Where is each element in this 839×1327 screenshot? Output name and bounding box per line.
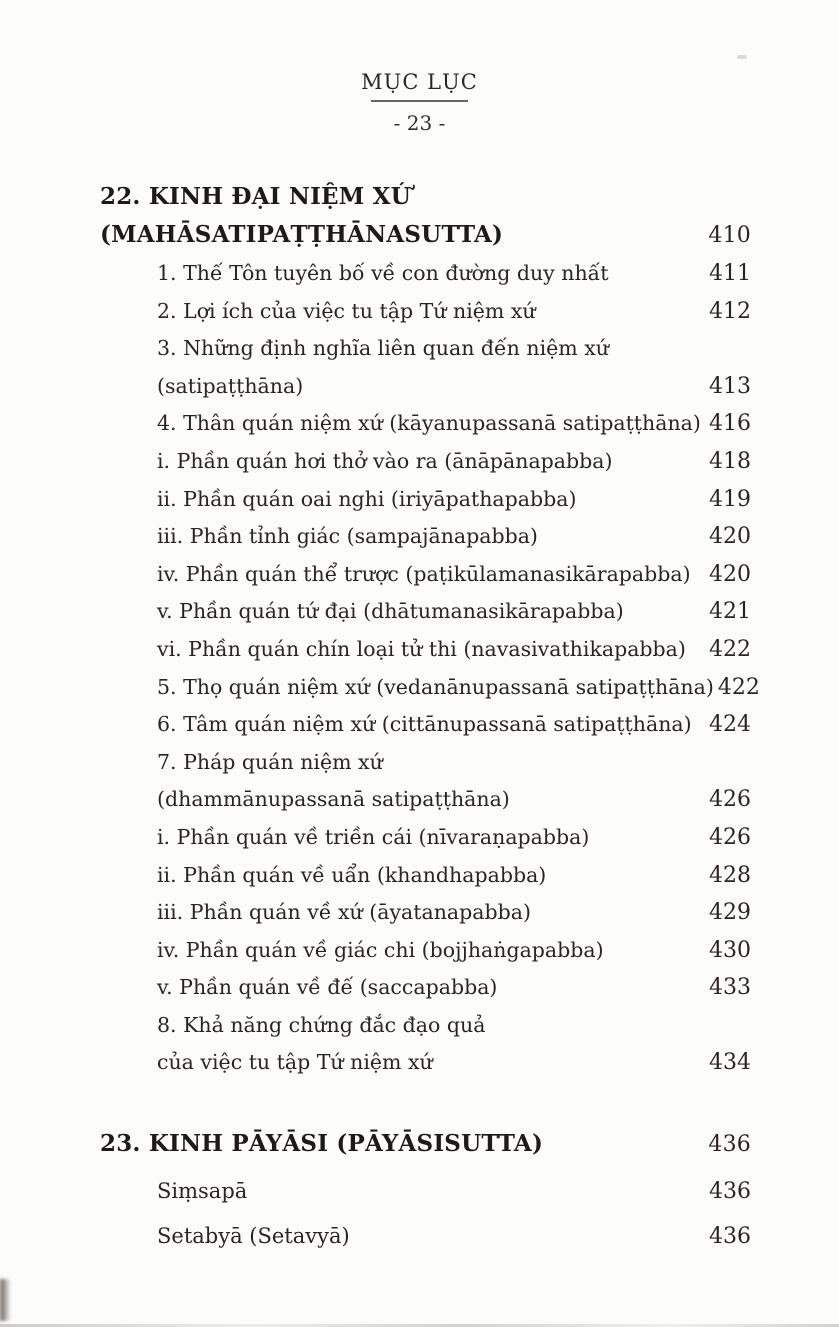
toc-entry-page: 433 bbox=[709, 975, 751, 1001]
toc-row bbox=[100, 744, 751, 782]
toc-entry-page: 420 bbox=[709, 561, 751, 587]
toc-row bbox=[100, 255, 751, 293]
toc-row bbox=[100, 556, 751, 594]
toc-row bbox=[100, 1007, 751, 1045]
toc-row bbox=[100, 857, 751, 895]
toc-entry-page: 426 bbox=[709, 787, 751, 813]
toc-entry-label: 8. Khả năng chứng đắc đạo quả bbox=[157, 1012, 486, 1037]
toc-entry-page: 420 bbox=[709, 524, 751, 550]
toc-entry-label: (MAHĀSATIPAṬṬHĀNASUTTA) bbox=[100, 221, 504, 248]
toc-entry-label: 2. Lợi ích của việc tu tập Tứ niệm xứ bbox=[157, 298, 536, 323]
toc-entry-label: 7. Pháp quán niệm xứ bbox=[157, 749, 383, 774]
toc-row bbox=[100, 1214, 751, 1259]
toc-entry-page: 421 bbox=[709, 599, 751, 625]
toc-row bbox=[100, 481, 751, 519]
toc-row bbox=[100, 443, 751, 481]
toc-row bbox=[100, 969, 751, 1007]
toc bbox=[100, 178, 760, 1259]
toc-entry-label: i. Phần quán về triền cái (nīvaraṇapabba) bbox=[157, 824, 590, 849]
toc-row bbox=[100, 293, 751, 331]
toc-row bbox=[100, 216, 751, 255]
toc-entry-page: 419 bbox=[709, 486, 751, 512]
toc-entry-label: của việc tu tập Tứ niệm xứ bbox=[157, 1050, 433, 1075]
toc-entry-label: v. Phần quán về đế (saccapabba) bbox=[157, 975, 498, 1000]
toc-row bbox=[100, 894, 751, 932]
toc-row bbox=[100, 932, 751, 970]
toc-entry-label: 6. Tâm quán niệm xứ (cittānupassanā satipaṭṭhāna) bbox=[157, 712, 692, 737]
toc-entry-label: iii. Phần quán về xứ (āyatanapabba) bbox=[157, 900, 531, 925]
toc-entry-label: ii. Phần quán oai nghi (iriyāpathapabba) bbox=[157, 486, 577, 511]
toc-entry-page: 436 bbox=[708, 1132, 751, 1158]
toc-row bbox=[100, 781, 751, 819]
toc-entry-label: 4. Thân quán niệm xứ (kāyanupassanā satipaṭṭhāna) bbox=[157, 411, 701, 436]
toc-row bbox=[100, 631, 751, 669]
toc-entry-page: 436 bbox=[709, 1179, 751, 1205]
toc-entry-label: 1. Thế Tôn tuyên bố về con đường duy nhất bbox=[157, 261, 609, 285]
toc-entry-label: vi. Phần quán chín loại tử thi (navasivathikapabba) bbox=[157, 636, 686, 661]
toc-entry-page: 411 bbox=[709, 261, 751, 286]
toc-entry-page: 418 bbox=[709, 448, 751, 474]
toc-row bbox=[100, 330, 751, 368]
toc-entry-page: 428 bbox=[709, 862, 751, 888]
toc-entry-page: 412 bbox=[709, 298, 751, 324]
toc-entry-label: (dhammānupassanā satipaṭṭhāna) bbox=[157, 787, 510, 812]
toc-entry-page: 429 bbox=[709, 900, 751, 926]
toc-entry-label: v. Phần quán tứ đại (dhātumanasikārapabba) bbox=[157, 599, 624, 624]
toc-row bbox=[100, 1044, 751, 1082]
toc-entry-page: 422 bbox=[709, 636, 751, 662]
toc-row bbox=[100, 368, 751, 406]
toc-entry-label: iii. Phần tỉnh giác (sampajānapabba) bbox=[157, 524, 538, 549]
toc-entry-page: 416 bbox=[709, 411, 751, 437]
toc-entry-label: i. Phần quán hơi thở vào ra (ānāpānapabba) bbox=[157, 448, 613, 473]
toc-entry-page: 410 bbox=[708, 223, 751, 248]
toc-entry-label: iv. Phần quán thể trược (paṭikūlamanasikārapabba) bbox=[157, 561, 691, 586]
toc-row bbox=[100, 1169, 751, 1214]
scan-speck bbox=[737, 55, 747, 59]
header-title: MỤC LỤC bbox=[361, 70, 478, 94]
toc-row bbox=[100, 706, 751, 744]
page-number: - 23 - bbox=[393, 111, 446, 135]
toc-entry-label: 23. KINH PĀYĀSI (PĀYĀSISUTTA) bbox=[100, 1130, 544, 1158]
toc-row bbox=[100, 819, 751, 857]
toc-row bbox=[100, 178, 751, 216]
toc-entry-page: 424 bbox=[709, 712, 751, 738]
toc-row bbox=[100, 1120, 751, 1169]
toc-row bbox=[100, 593, 751, 631]
toc-row bbox=[100, 405, 751, 443]
toc-row bbox=[100, 518, 751, 556]
toc-row bbox=[100, 669, 760, 707]
toc-entry-page: 436 bbox=[709, 1224, 751, 1250]
toc-entry-label: Setabyā (Setavyā) bbox=[157, 1224, 350, 1249]
toc-entry-label: 5. Thọ quán niệm xứ (vedanānupassanā satipaṭṭhāna) bbox=[157, 674, 714, 699]
toc-entry-page: 426 bbox=[709, 824, 751, 850]
header-rule bbox=[371, 100, 468, 102]
toc-entry-page: 422 bbox=[717, 674, 760, 700]
scan-corner-smudge bbox=[0, 1279, 11, 1321]
toc-entry-page: 434 bbox=[709, 1050, 751, 1076]
toc-entry-page: 430 bbox=[709, 937, 751, 963]
toc-entry-label: iv. Phần quán về giác chi (bojjhaṅgapabba) bbox=[157, 937, 604, 962]
toc-entry-label: 3. Những định nghĩa liên quan đến niệm xứ bbox=[157, 336, 609, 361]
toc-entry-label: (satipaṭṭhāna) bbox=[157, 373, 304, 398]
toc-entry-label: 22. KINH ĐẠI NIỆM XỨ bbox=[100, 183, 411, 210]
toc-entry-label: ii. Phần quán về uẩn (khandhapabba) bbox=[157, 862, 547, 887]
page-header bbox=[0, 70, 839, 135]
toc-entry-label: Siṃsapā bbox=[157, 1179, 248, 1204]
toc-entry-page: 413 bbox=[709, 373, 751, 399]
